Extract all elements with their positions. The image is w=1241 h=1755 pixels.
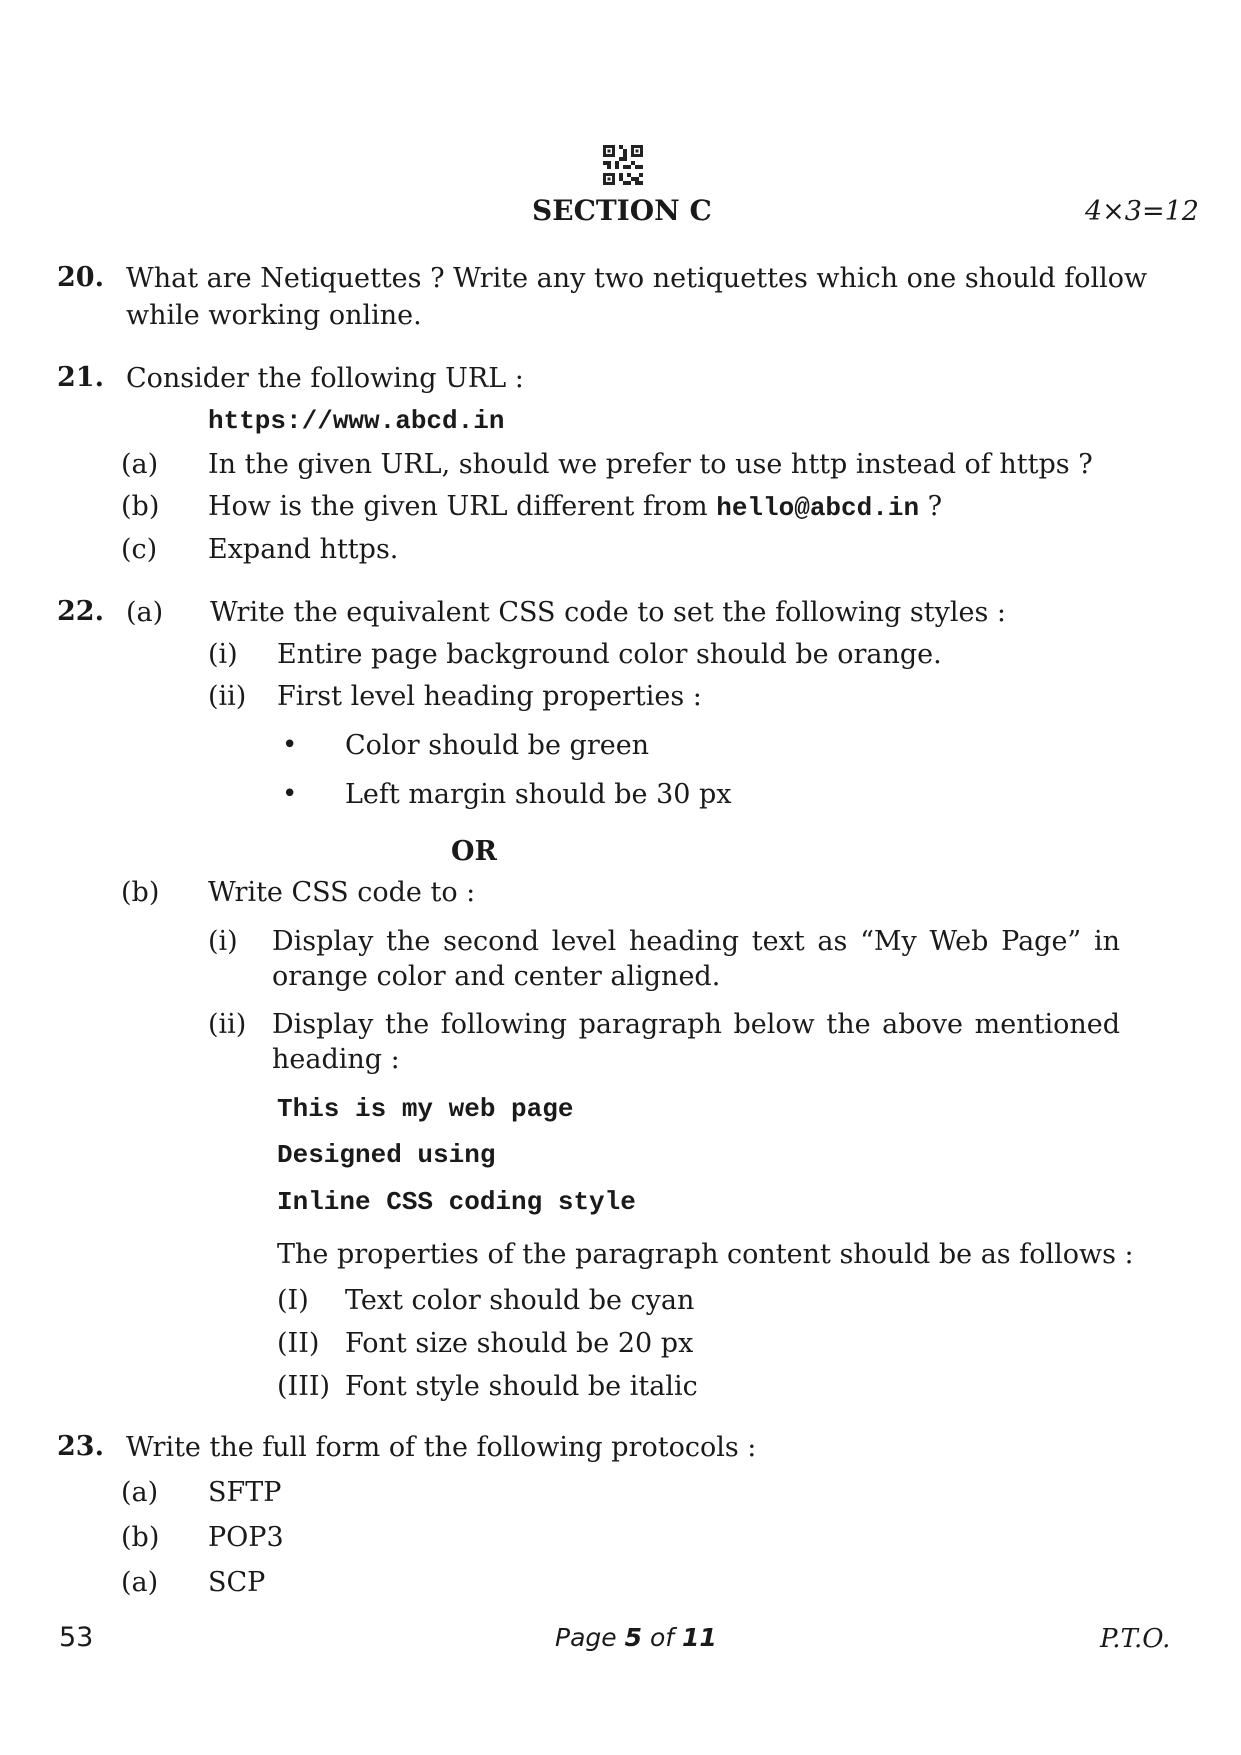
q22-a-label: (a) xyxy=(126,597,164,628)
q22-a-bullet-text: Left margin should be 30 px xyxy=(345,779,732,810)
q21-b-code: hello@abcd.in xyxy=(716,493,920,523)
paper-code: 53 xyxy=(59,1622,94,1653)
q22-a-ii-text: First level heading properties : xyxy=(277,681,702,712)
q23-number: 23. xyxy=(57,1431,104,1462)
q21-part-label: (c) xyxy=(121,534,158,565)
pto-label: P.T.O. xyxy=(1100,1624,1171,1654)
q21-part-text xyxy=(208,490,942,525)
prop-label: (II) xyxy=(277,1328,320,1359)
q23-part-text: POP3 xyxy=(208,1522,284,1553)
page-number xyxy=(555,1623,717,1652)
q22-b-i-line1: Display the second level heading text as “My Web Page” in xyxy=(272,926,1120,957)
section-marks: 4×3=12 xyxy=(1085,196,1199,227)
q21-part-text: In the given URL, should we prefer to use http instead of https ? xyxy=(208,449,1093,480)
q22-b-props-intro: The properties of the paragraph content should be as follows : xyxy=(277,1239,1134,1270)
prop-label: (III) xyxy=(277,1371,331,1402)
prop-label: (I) xyxy=(277,1285,309,1316)
q22-number: 22. xyxy=(57,596,104,627)
q22-b-i-label: (i) xyxy=(208,926,238,957)
q22-a-i-label: (i) xyxy=(208,639,238,670)
q23-part-text: SFTP xyxy=(208,1477,282,1508)
q21-intro: Consider the following URL : xyxy=(126,363,524,394)
code-line: Designed using xyxy=(277,1140,496,1170)
q22-or: OR xyxy=(451,836,497,867)
code-line: Inline CSS coding style xyxy=(277,1187,636,1217)
q23-part-label: (a) xyxy=(121,1567,159,1598)
q22-b-ii-label: (ii) xyxy=(208,1009,247,1040)
q20-text-line2: while working online. xyxy=(126,300,422,331)
q23-part-text: SCP xyxy=(208,1567,266,1598)
page-prefix: Page xyxy=(555,1623,625,1652)
qr-code-icon xyxy=(603,145,643,185)
q20-number: 20. xyxy=(57,262,104,293)
q22-a-bullet-text: Color should be green xyxy=(345,730,650,761)
q23-part-label: (b) xyxy=(121,1522,160,1553)
page-total: 11 xyxy=(682,1623,717,1652)
q22-a-ii-label: (ii) xyxy=(208,681,247,712)
q22-a-i-text: Entire page background color should be orange. xyxy=(277,639,942,670)
q23-intro: Write the full form of the following protocols : xyxy=(126,1432,757,1463)
q21-part-text: Expand https. xyxy=(208,534,399,565)
q21-part-label: (a) xyxy=(121,449,159,480)
prop-text: Font style should be italic xyxy=(345,1371,698,1402)
section-title: SECTION C xyxy=(532,194,712,227)
q21-b-text-before: How is the given URL different from xyxy=(208,491,717,522)
q22-b-label: (b) xyxy=(121,877,160,908)
q21-part-label: (b) xyxy=(121,491,160,522)
page-current: 5 xyxy=(624,1623,642,1652)
q22-b-ii-line2: heading : xyxy=(272,1044,400,1075)
prop-text: Text color should be cyan xyxy=(345,1285,695,1316)
q23-part-label: (a) xyxy=(121,1477,159,1508)
q21-b-text-after: ? xyxy=(919,491,943,522)
bullet-icon: • xyxy=(282,779,298,809)
prop-text: Font size should be 20 px xyxy=(345,1328,694,1359)
q22-a-text: Write the equivalent CSS code to set the following styles : xyxy=(210,597,1006,628)
q21-number: 21. xyxy=(57,362,104,393)
q22-b-i-line2: orange color and center aligned. xyxy=(272,961,721,992)
code-line: This is my web page xyxy=(277,1094,574,1124)
bullet-icon: • xyxy=(282,730,298,760)
page-of: of xyxy=(642,1623,682,1652)
q21-url: https://www.abcd.in xyxy=(208,406,505,436)
q22-b-ii-line1: Display the following paragraph below the above mentioned xyxy=(272,1009,1120,1040)
q20-text-line1: What are Netiquettes ? Write any two netiquettes which one should follow xyxy=(126,263,1148,294)
q22-b-text: Write CSS code to : xyxy=(208,877,476,908)
